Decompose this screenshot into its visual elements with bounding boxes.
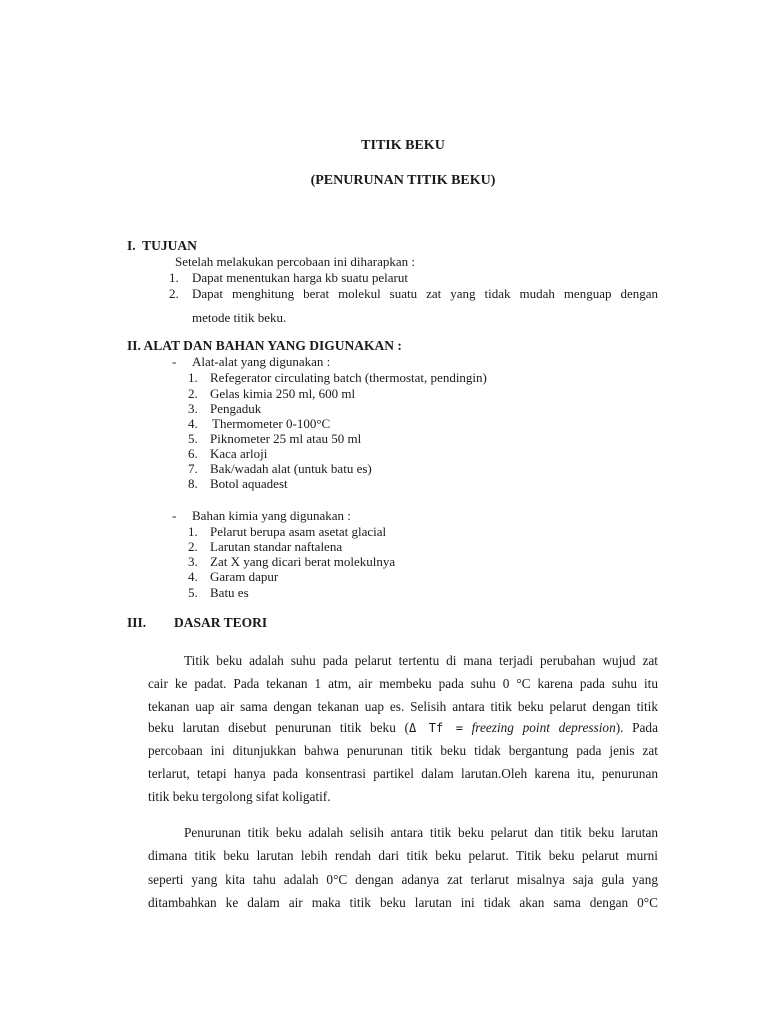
doc-title: TITIK BEKU	[361, 138, 445, 153]
alat-item: Piknometer 25 ml atau 50 ml	[210, 431, 362, 446]
paragraph-1-line: cair ke padat. Pada tekanan 1 atm, air membeku pada suhu 0 °C karena pada suhu itu	[148, 676, 658, 691]
alat-num: 7.	[188, 461, 198, 476]
alat-num: 1.	[188, 370, 198, 385]
delta-tf-symbol: Δ Tf =	[408, 721, 463, 735]
paragraph-1-line: tekanan uap air sama dengan tekanan uap es. Selisih antara titik beku pelarut dengan titik	[148, 699, 658, 714]
section-3-number: III.	[127, 615, 147, 630]
bahan-num: 1.	[188, 524, 198, 539]
alat-item: Gelas kimia 250 ml, 600 ml	[210, 386, 356, 401]
alat-num: 2.	[188, 386, 198, 401]
bahan-intro: Bahan kimia yang digunakan :	[192, 508, 351, 523]
section-1-heading: I. TUJUAN	[127, 238, 197, 253]
bahan-item: Zat X yang dicari berat molekulnya	[210, 554, 396, 569]
tujuan-item-2-cont: metode titik beku.	[192, 310, 287, 325]
alat-dash: -	[172, 354, 177, 369]
bahan-num: 2.	[188, 539, 198, 554]
paragraph-2-line: ditambahkan ke dalam air maka titik beku larutan ini tidak akan sama dengan 0°C	[148, 895, 658, 910]
paragraph-1-text: beku larutan disebut penurunan titik beku (	[148, 720, 409, 735]
bahan-item: Batu es	[210, 585, 249, 600]
bahan-item: Larutan standar naftalena	[210, 539, 343, 554]
paragraph-2-line: seperti yang kita tahu adalah 0°C dengan adanya zat terlarut misalnya saja gula yang	[148, 872, 658, 887]
paragraph-1-line: terlarut, tetapi hanya pada konsentrasi partikel dalam larutan.Oleh karena itu, penurunan	[148, 766, 658, 781]
section-3-heading: DASAR TEORI	[174, 615, 268, 630]
bahan-item: Pelarut berupa asam asetat glacial	[210, 524, 387, 539]
paragraph-2-line: Penurunan titik beku adalah selisih antara titik beku pelarut dan titik beku larutan	[184, 825, 658, 840]
alat-item: Pengaduk	[210, 401, 262, 416]
tujuan-item-1: Dapat menentukan harga kb suatu pelarut	[192, 270, 408, 285]
alat-num: 5.	[188, 431, 198, 446]
bahan-num: 5.	[188, 585, 198, 600]
tujuan-item-2-num: 2.	[169, 286, 179, 301]
alat-num: 8.	[188, 476, 198, 491]
paragraph-1-line: titik beku tergolong sifat koligatif.	[148, 789, 331, 804]
doc-subtitle: (PENURUNAN TITIK BEKU)	[310, 173, 496, 188]
paragraph-1-text: ). Pada	[615, 720, 658, 735]
paragraph-1-line-formula	[148, 720, 658, 736]
freezing-point-term: freezing point depression	[462, 720, 616, 735]
section-1-intro: Setelah melakukan percobaan ini diharapkan :	[175, 254, 416, 269]
alat-num: 4.	[188, 416, 198, 431]
tujuan-item-1-num: 1.	[169, 270, 179, 285]
alat-item: Kaca arloji	[210, 446, 268, 461]
alat-item: Refegerator circulating batch (thermostat, pendingin)	[210, 370, 487, 385]
paragraph-1-line: percobaan ini ditunjukkan bahwa penurunan titik beku tidak bergantung pada jenis zat	[148, 743, 658, 758]
alat-num: 3.	[188, 401, 198, 416]
paragraph-2-line: dimana titik beku larutan lebih rendah dari titik beku pelarut. Titik beku pelarut murni	[148, 848, 658, 863]
paragraph-1-line: Titik beku adalah suhu pada pelarut tertentu di mana terjadi perubahan wujud zat	[184, 653, 658, 668]
bahan-dash: -	[172, 508, 177, 523]
alat-item: Thermometer 0-100°C	[212, 416, 331, 431]
section-2-heading: II. ALAT DAN BAHAN YANG DIGUNAKAN :	[127, 338, 402, 353]
bahan-num: 3.	[188, 554, 198, 569]
tujuan-item-2: Dapat menghitung berat molekul suatu zat yang tidak mudah menguap dengan	[192, 286, 658, 301]
alat-intro: Alat-alat yang digunakan :	[192, 354, 331, 369]
bahan-item: Garam dapur	[210, 569, 279, 584]
alat-item: Botol aquadest	[210, 476, 288, 491]
alat-item: Bak/wadah alat (untuk batu es)	[210, 461, 372, 476]
bahan-num: 4.	[188, 569, 198, 584]
alat-num: 6.	[188, 446, 198, 461]
